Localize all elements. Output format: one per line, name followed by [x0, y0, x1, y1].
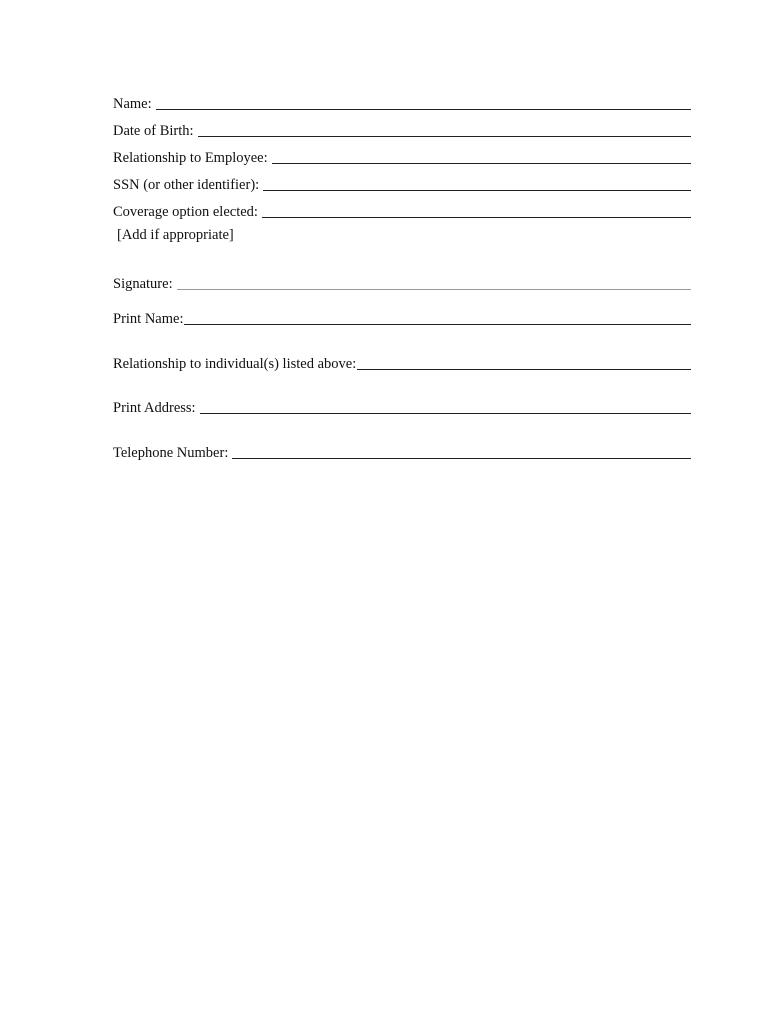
relationship-individuals-field[interactable]	[357, 369, 691, 370]
dob-row	[113, 118, 691, 140]
relationship-employee-row	[113, 145, 691, 167]
print-address-field[interactable]	[200, 413, 691, 414]
signature-row	[113, 271, 691, 293]
coverage-row	[113, 199, 691, 221]
name-field[interactable]	[156, 109, 691, 110]
telephone-label: Telephone Number:	[113, 445, 229, 461]
dob-field[interactable]	[198, 136, 691, 137]
add-if-appropriate-note: [Add if appropriate]	[117, 227, 234, 243]
coverage-label: Coverage option elected:	[113, 204, 258, 220]
relationship-employee-label: Relationship to Employee:	[113, 150, 268, 166]
relationship-individuals-label: Relationship to individual(s) listed above:	[113, 356, 357, 372]
ssn-field[interactable]	[263, 190, 691, 191]
print-name-row	[113, 306, 691, 328]
signature-field[interactable]	[177, 289, 691, 290]
print-name-field[interactable]	[184, 324, 691, 325]
dob-label: Date of Birth:	[113, 123, 194, 139]
ssn-label: SSN (or other identifier):	[113, 177, 260, 193]
name-label: Name:	[113, 96, 152, 112]
name-row	[113, 91, 691, 113]
telephone-row	[113, 440, 691, 462]
telephone-field[interactable]	[232, 458, 691, 459]
relationship-employee-field[interactable]	[272, 163, 691, 164]
relationship-individuals-row	[113, 351, 691, 373]
ssn-row	[113, 172, 691, 194]
print-address-row	[113, 395, 691, 417]
print-name-label: Print Name:	[113, 311, 184, 327]
coverage-field[interactable]	[262, 217, 691, 218]
signature-label: Signature:	[113, 276, 173, 292]
print-address-label: Print Address:	[113, 400, 196, 416]
